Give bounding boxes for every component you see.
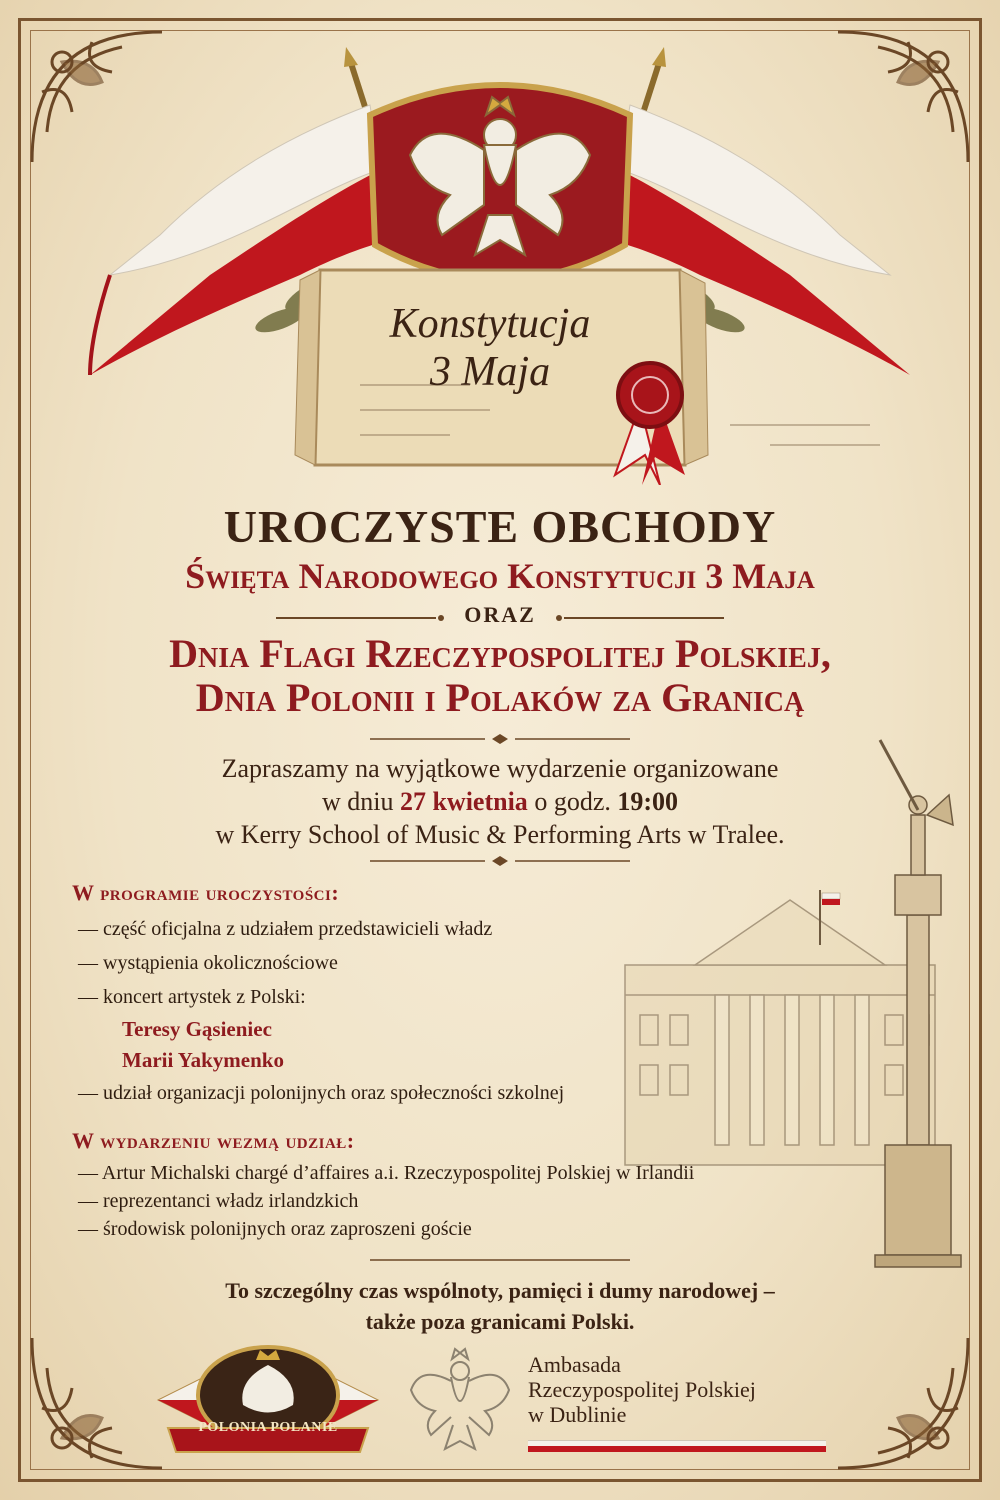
- program-heading: W programie uroczystości:: [72, 880, 340, 905]
- program-item: — koncert artystek z Polski:: [78, 986, 306, 1008]
- program-item: — część oficjalna z udziałem przedstawicieli władz: [78, 918, 493, 940]
- divider: [370, 855, 630, 867]
- participant-item: — środowisk polonijnych oraz zaproszeni goście: [78, 1218, 472, 1240]
- divider: [370, 1255, 630, 1265]
- program-item: — udział organizacji polonijnych oraz społeczności szkolnej: [78, 1082, 565, 1104]
- subheading-constitution: Święta Narodowego Konstytucji 3 Maja: [185, 556, 815, 596]
- invite-line1: Zapraszamy na wyjątkowe wydarzenie organizowane: [221, 754, 779, 783]
- embassy-line2: Rzeczypospolitej Polskiej: [528, 1377, 756, 1402]
- event-date: 27 kwietnia: [399, 787, 528, 816]
- divider: [370, 733, 630, 745]
- divider-right: [554, 613, 724, 623]
- artist-name: Marii Yakymenko: [122, 1048, 284, 1072]
- banner-title-line2: 3 Maja: [429, 349, 551, 395]
- invite-line3: w Kerry School of Music & Performing Arts w Tralee.: [215, 820, 785, 849]
- subheading-line3: Dnia Flagi Rzeczypospolitej Polskiej,: [169, 631, 831, 676]
- program-item: — wystąpienia okolicznościowe: [78, 952, 338, 974]
- participants-heading: W wydarzeniu wezmą udział:: [72, 1128, 355, 1153]
- closing-line2: także poza granicami Polski.: [365, 1309, 635, 1334]
- embassy-name: [528, 1352, 756, 1427]
- artist-name: Teresy Gąsieniec: [122, 1017, 272, 1041]
- banner-title: [330, 300, 650, 396]
- logo-text: POLONIA POLANIE: [198, 1420, 338, 1435]
- closing-text: [0, 1275, 1000, 1337]
- connector-row: [0, 602, 1000, 628]
- participant-item: — Artur Michalski chargé d’affaires a.i. Rzeczypospolitej Polskiej w Irlandii: [78, 1162, 695, 1184]
- flag-stripe-red: [528, 1446, 826, 1452]
- subheading-flag-day: [0, 632, 1000, 720]
- main-heading: UROCZYSTE OBCHODY: [223, 501, 777, 552]
- invite-mid: o godz.: [527, 787, 618, 816]
- event-time: 19:00: [617, 787, 679, 816]
- white-eagle-icon: [405, 1345, 515, 1455]
- connector-oraz: ORAZ: [464, 602, 536, 627]
- banner-title-line1: Konstytucja: [389, 301, 591, 347]
- castle-illustration: [615, 715, 970, 1275]
- banner-illustration: [70, 45, 930, 485]
- closing-line1: To szczególny czas wspólnoty, pamięci i dumy narodowej –: [225, 1278, 775, 1303]
- divider-left: [276, 613, 446, 623]
- subheading-line4: Dnia Polonii i Polaków za Granicą: [195, 675, 805, 720]
- polonia-polanie-logo: [148, 1340, 388, 1465]
- embassy-line1: Ambasada: [528, 1352, 621, 1377]
- invite-prefix: w dniu: [321, 787, 400, 816]
- participant-item: — reprezentanci władz irlandzkich: [78, 1190, 359, 1212]
- embassy-line3: w Dublinie: [528, 1402, 627, 1427]
- corner-ornament-icon: [828, 1328, 978, 1478]
